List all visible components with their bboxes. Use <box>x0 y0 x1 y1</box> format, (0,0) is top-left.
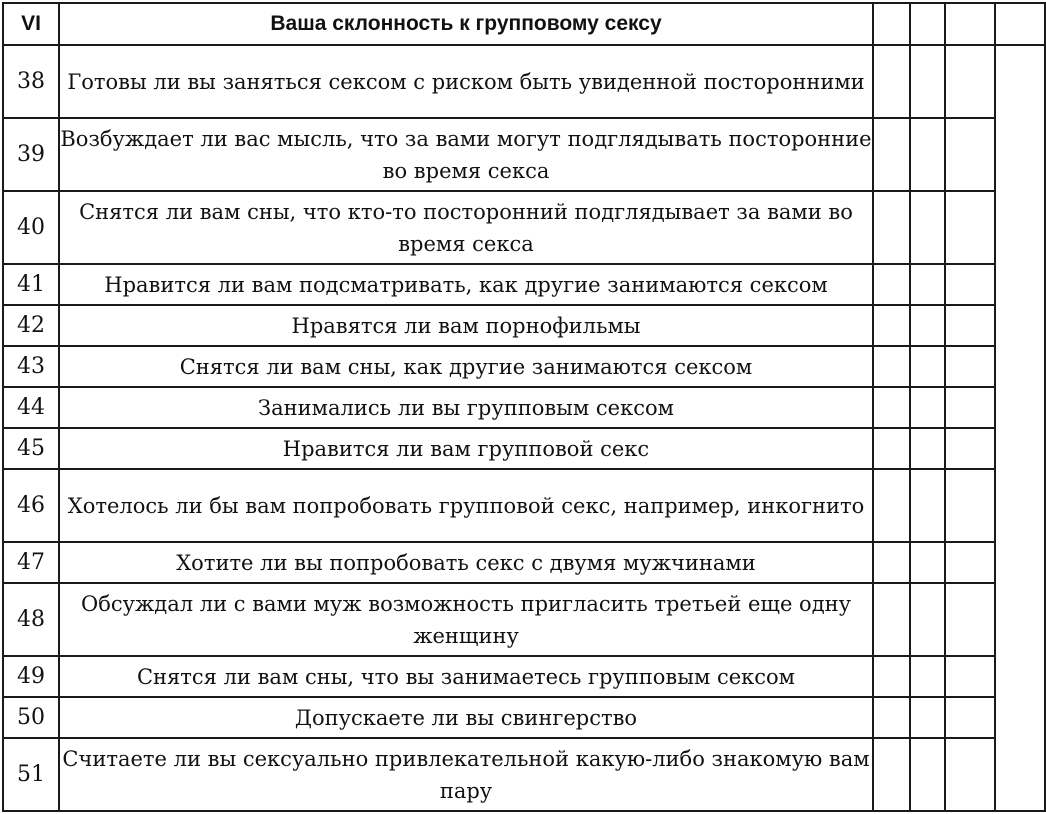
answer-cell[interactable] <box>873 191 910 264</box>
question-number: 39 <box>3 118 59 191</box>
section-title: Ваша склонность к групповому сексу <box>59 3 873 45</box>
question-row <box>3 118 1045 191</box>
answer-cell[interactable] <box>910 305 945 346</box>
score-cell[interactable] <box>995 45 1045 811</box>
answer-cell[interactable] <box>910 542 945 583</box>
question-row <box>3 469 1045 542</box>
answer-cell[interactable] <box>910 656 945 697</box>
answer-cell[interactable] <box>945 542 995 583</box>
section-numeral: VI <box>3 3 59 45</box>
answer-cell[interactable] <box>945 305 995 346</box>
answer-cell[interactable] <box>945 387 995 428</box>
questionnaire-table <box>2 2 1046 812</box>
answer-cell[interactable] <box>945 738 995 811</box>
question-text: Снятся ли вам сны, как другие занимаются сексом <box>59 346 873 387</box>
answer-cell[interactable] <box>873 697 910 738</box>
question-row <box>3 542 1045 583</box>
answer-cell[interactable] <box>873 387 910 428</box>
answer-cell[interactable] <box>945 118 995 191</box>
question-number: 42 <box>3 305 59 346</box>
answer-cell[interactable] <box>873 469 910 542</box>
question-row <box>3 697 1045 738</box>
question-number: 46 <box>3 469 59 542</box>
question-number: 40 <box>3 191 59 264</box>
question-text: Нравятся ли вам порнофильмы <box>59 305 873 346</box>
answer-cell[interactable] <box>945 697 995 738</box>
question-row <box>3 45 1045 118</box>
answer-cell[interactable] <box>910 45 945 118</box>
answer-cell[interactable] <box>910 738 945 811</box>
question-number: 50 <box>3 697 59 738</box>
header-score-cell <box>995 3 1045 45</box>
answer-cell[interactable] <box>910 118 945 191</box>
answer-cell[interactable] <box>910 191 945 264</box>
question-text: Возбуждает ли вас мысль, что за вами могут подглядывать посторонние во время секса <box>59 118 873 191</box>
question-number: 44 <box>3 387 59 428</box>
question-row <box>3 191 1045 264</box>
question-text: Считаете ли вы сексуально привлекательной какую-либо знакомую вам пару <box>59 738 873 811</box>
question-row <box>3 264 1045 305</box>
answer-cell[interactable] <box>945 264 995 305</box>
question-number: 38 <box>3 45 59 118</box>
question-text: Занимались ли вы групповым сексом <box>59 387 873 428</box>
question-number: 48 <box>3 583 59 656</box>
answer-cell[interactable] <box>910 346 945 387</box>
answer-cell[interactable] <box>945 583 995 656</box>
header-row <box>3 3 1045 45</box>
question-text: Допускаете ли вы свингерство <box>59 697 873 738</box>
answer-cell[interactable] <box>910 264 945 305</box>
question-number: 47 <box>3 542 59 583</box>
answer-cell[interactable] <box>910 697 945 738</box>
question-text: Готовы ли вы заняться сексом с риском быть увиденной посторонними <box>59 45 873 118</box>
header-answer-cell <box>910 3 945 45</box>
answer-cell[interactable] <box>873 428 910 469</box>
question-number: 43 <box>3 346 59 387</box>
question-number: 45 <box>3 428 59 469</box>
answer-cell[interactable] <box>945 469 995 542</box>
question-row <box>3 305 1045 346</box>
answer-cell[interactable] <box>873 583 910 656</box>
question-number: 51 <box>3 738 59 811</box>
answer-cell[interactable] <box>873 264 910 305</box>
question-text: Хотелось ли бы вам попробовать групповой секс, например, инкогнито <box>59 469 873 542</box>
header-answer-cell <box>873 3 910 45</box>
question-row <box>3 428 1045 469</box>
answer-cell[interactable] <box>873 738 910 811</box>
question-row <box>3 738 1045 811</box>
answer-cell[interactable] <box>945 191 995 264</box>
answer-cell[interactable] <box>873 346 910 387</box>
question-text: Снятся ли вам сны, что кто-то посторонний подглядывает за вами во время секса <box>59 191 873 264</box>
answer-cell[interactable] <box>873 656 910 697</box>
answer-cell[interactable] <box>945 346 995 387</box>
answer-cell[interactable] <box>945 45 995 118</box>
answer-cell[interactable] <box>910 387 945 428</box>
question-text: Нравится ли вам подсматривать, как другие занимаются сексом <box>59 264 873 305</box>
answer-cell[interactable] <box>873 45 910 118</box>
question-row <box>3 583 1045 656</box>
answer-cell[interactable] <box>910 583 945 656</box>
answer-cell[interactable] <box>945 428 995 469</box>
answer-cell[interactable] <box>945 656 995 697</box>
question-text: Снятся ли вам сны, что вы занимаетесь групповым сексом <box>59 656 873 697</box>
question-number: 49 <box>3 656 59 697</box>
answer-cell[interactable] <box>910 469 945 542</box>
question-text: Нравится ли вам групповой секс <box>59 428 873 469</box>
answer-cell[interactable] <box>910 428 945 469</box>
answer-cell[interactable] <box>873 118 910 191</box>
question-text: Хотите ли вы попробовать секс с двумя мужчинами <box>59 542 873 583</box>
answer-cell[interactable] <box>873 305 910 346</box>
question-row <box>3 346 1045 387</box>
question-list <box>3 45 1045 811</box>
header-answer-cell <box>945 3 995 45</box>
question-row <box>3 656 1045 697</box>
answer-cell[interactable] <box>873 542 910 583</box>
question-text: Обсуждал ли с вами муж возможность пригласить третьей еще одну женщину <box>59 583 873 656</box>
question-number: 41 <box>3 264 59 305</box>
question-row <box>3 387 1045 428</box>
